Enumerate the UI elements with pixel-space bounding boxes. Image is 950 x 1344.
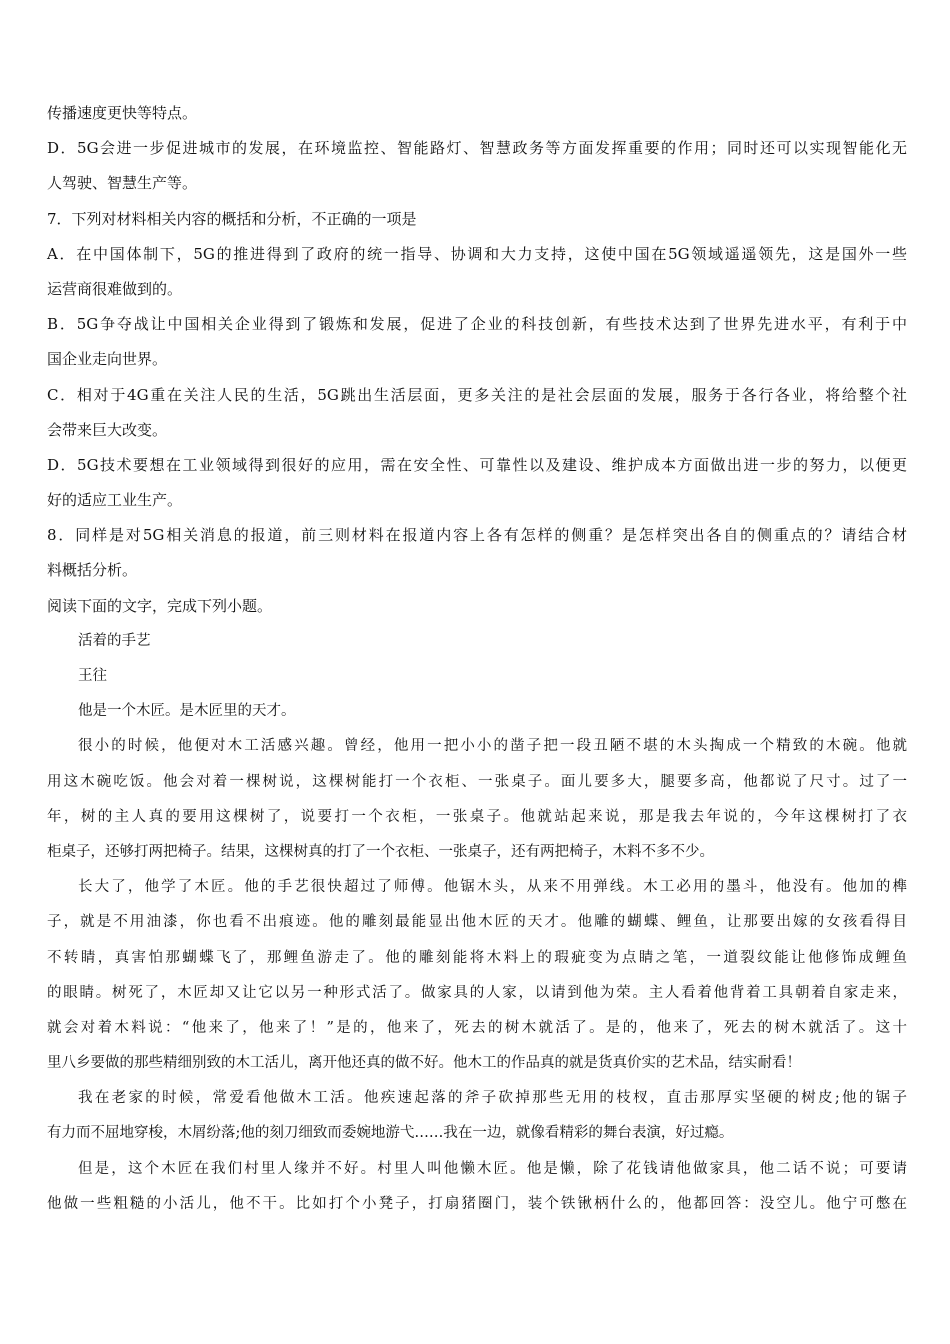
paragraph-line: 我在老家的时候，常爱看他做木工活。他疾速起落的斧子砍掉那些无用的枝杈，直击那厚实坚硬的树皮;他的锯子 (78, 1090, 907, 1107)
question-line: D．5G技术要想在工业领域得到很好的应用，需在安全性、可靠性以及建设、维护成本方面做出进一步的努力，以便更 (47, 455, 907, 474)
paragraph-line: 子，就是不用油漆，你也看不出痕迹。他的雕刻最能显出他木匠的天才。他雕的蝴蝶、鲤鱼，让那要出嫁的女孩看得目 (47, 914, 907, 931)
paragraph-line: 但是，这个木匠在我们村里人缘并不好。村里人叫他懒木匠。他是懒，除了花钱请他做家具，他二话不说；可要请 (78, 1160, 907, 1177)
question-line: 阅读下面的文字，完成下列小题。 (47, 596, 273, 615)
paragraph-line: 不转睛，真害怕那蝴蝶飞了，那鲤鱼游走了。他的雕刻能将木料上的瑕疵变为点睛之笔，一道裂纹能让他修饰成鲤鱼 (47, 949, 907, 966)
question-line: 国企业走向世界。 (47, 350, 168, 369)
paragraph-line: 里八乡要做的那些精细别致的木工活儿，离开他还真的做不好。他木工的作品真的就是货真价实的艺术品，结实耐看！ (47, 1055, 801, 1072)
story-section (47, 624, 907, 1222)
paragraph-line: 很小的时候，他便对木工活感兴趣。曾经，他用一把小小的凿子把一段丑陋不堪的木头掏成一个精致的木碗。他就 (78, 738, 907, 755)
paragraph-line: 柜桌子，还够打两把椅子。结果，这棵树真的打了一个衣柜、一张桌子，还有两把椅子，木料不多不少。 (47, 843, 714, 860)
question-line: 会带来巨大改变。 (47, 420, 168, 439)
question-line: 料概括分析。 (47, 561, 138, 580)
question-line: 运营商很难做到的。 (47, 279, 183, 298)
question-line: A．在中国体制下，5G的推进得到了政府的统一指导、协调和大力支持，这使中国在5G领域遥遥领先，这是国外一些 (47, 244, 907, 263)
question-line: C．相对于4G重在关注人民的生活，5G跳出生活层面，更多关注的是社会层面的发展，服务于各行各业，将给整个社 (47, 385, 907, 404)
question-line: 7．下列对材料相关内容的概括和分析，不正确的一项是 (47, 209, 417, 228)
paragraph-line: 他做一些粗糙的小活儿，他不干。比如打个小凳子，打扇猪圈门，装个铁锹柄什么的，他都回答：没空儿。他宁可憋在 (47, 1195, 907, 1212)
paragraph-line: 用这木碗吃饭。他会对着一棵树说，这棵树能打一个衣柜、一张桌子。面儿要多大，腿要多高，他都说了尺寸。过了一 (47, 773, 907, 790)
paragraph-line: 就会对着木料说：“他来了，他来了！”是的，他来了，死去的树木就活了。是的，他来了，死去的树木就活了。这十 (47, 1019, 907, 1036)
story-author: 王往 (78, 668, 107, 684)
paragraph-line: 他是一个木匠。是木匠里的天才。 (78, 703, 296, 720)
question-line: B．5G争夺战让中国相关企业得到了锻炼和发展，促进了企业的科技创新，有些技术达到了世界先进水平，有利于中 (47, 315, 907, 334)
question-line: 好的适应工业生产。 (47, 491, 183, 510)
question-line: 传播速度更快等特点。 (47, 104, 198, 122)
questions-section (47, 96, 907, 624)
question-line: 人驾驶、智慧生产等。 (47, 174, 198, 193)
question-line: D．5G会进一步促进城市的发展，在环境监控、智能路灯、智慧政务等方面发挥重要的作用；同时还可以实现智能化无 (47, 139, 907, 158)
paragraph-line: 的眼睛。树死了，木匠却又让它以另一种形式活了。做家具的人家，以请到他为荣。主人看着他背着工具朝着自家走来， (47, 984, 907, 1001)
paragraph-line: 年，树的主人真的要用这棵树了，说要打一个衣柜，一张桌子。他就站起来说，那是我去年说的，今年这棵树打了衣 (47, 808, 907, 825)
paragraph-line: 有力而不屈地穿梭，木屑纷落;他的刻刀细致而委婉地游弋……我在一边，就像看精彩的舞台表演，好过瘾。 (47, 1125, 734, 1142)
question-line: 8．同样是对5G相关消息的报道，前三则材料在报道内容上各有怎样的侧重？是怎样突出各自的侧重点的？请结合材 (47, 526, 907, 545)
document-page (47, 96, 907, 1222)
paragraph-line: 长大了，他学了木匠。他的手艺很快超过了师傅。他锯木头，从来不用弹线。木工必用的墨斗，他没有。他加的榫 (78, 879, 907, 896)
story-body (47, 694, 907, 1222)
story-title: 活着的手艺 (78, 632, 151, 649)
